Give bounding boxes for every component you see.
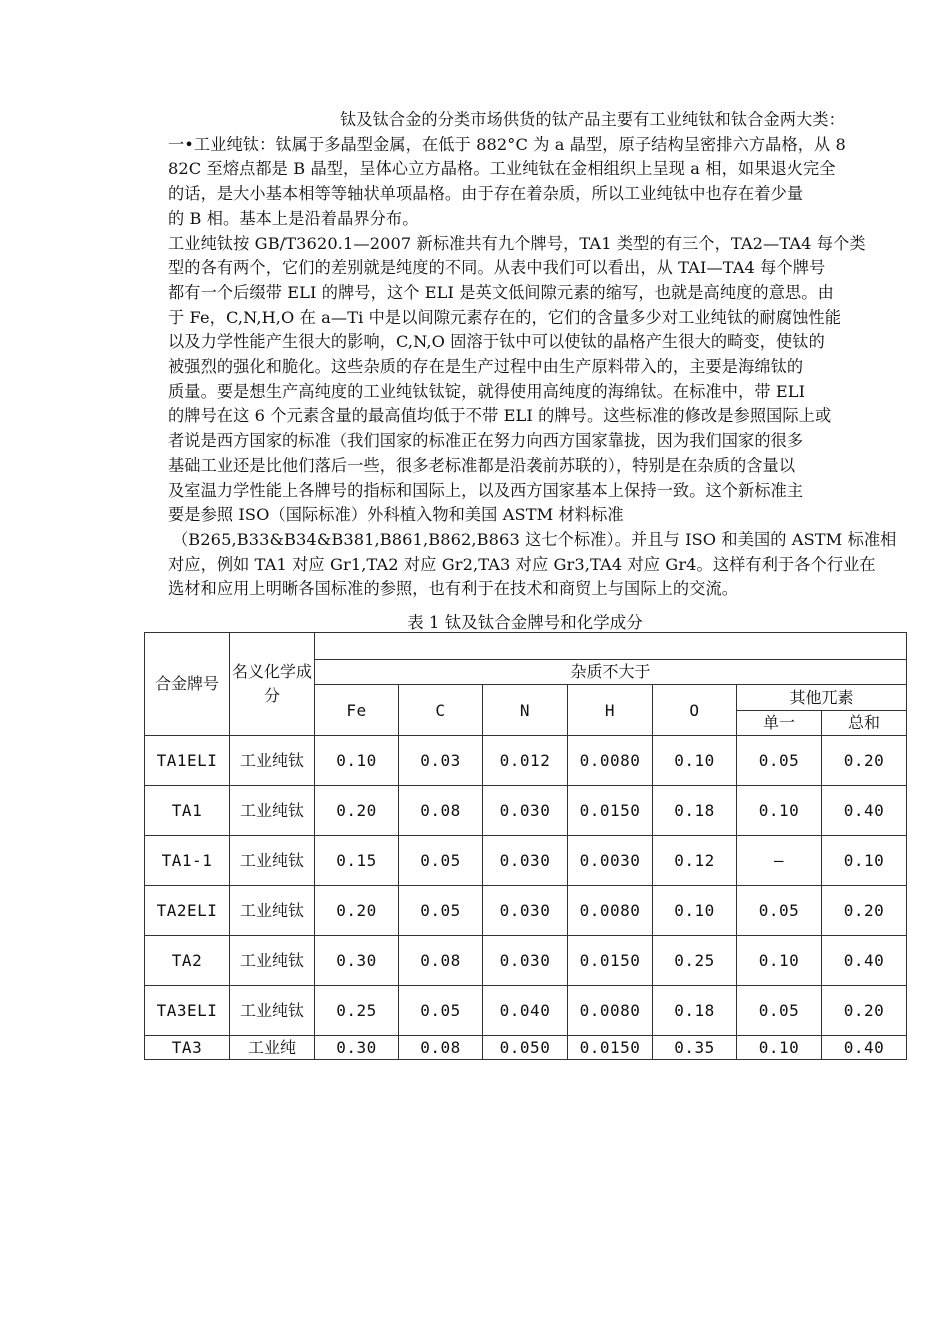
cell-grade: TA1-1 bbox=[145, 836, 230, 886]
text-line: 工业纯钛按 GB/T3620.1—2007 新标准共有九个牌号，TA1 类型的有三个，TA2—TA4 每个类 bbox=[168, 233, 866, 253]
cell-n: 0.040 bbox=[483, 986, 568, 1036]
header-fe: Fe bbox=[315, 685, 399, 736]
cell-o: 0.18 bbox=[653, 986, 737, 1036]
cell-h: 0.0030 bbox=[568, 836, 653, 886]
cell-single: 0.10 bbox=[737, 936, 822, 986]
cell-n: 0.030 bbox=[483, 886, 568, 936]
table-row bbox=[145, 786, 907, 836]
table-row bbox=[145, 736, 907, 786]
cell-single: 0.10 bbox=[737, 1036, 822, 1060]
cell-grade: TA1ELI bbox=[145, 736, 230, 786]
text-line: 的话，是大小基本相等等轴状单项晶格。由于存在着杂质，所以工业纯钛中也存在着少量 bbox=[168, 184, 804, 204]
cell-name: 工业纯钛 bbox=[230, 736, 315, 786]
cell-total: 0.20 bbox=[822, 986, 907, 1036]
text-line: 对应，例如 TA1 对应 Gr1,TA2 对应 Gr2,TA3 对应 Gr3,TA4 对应 Gr4。这样有利于各个行业在 bbox=[168, 554, 876, 574]
cell-o: 0.10 bbox=[653, 736, 737, 786]
header-single: 单一 bbox=[737, 711, 822, 736]
cell-h: 0.0150 bbox=[568, 786, 653, 836]
cell-single: 0.10 bbox=[737, 786, 822, 836]
header-n: N bbox=[483, 685, 568, 736]
cell-o: 0.18 bbox=[653, 786, 737, 836]
cell-n: 0.050 bbox=[483, 1036, 568, 1060]
cell-fe: 0.10 bbox=[315, 736, 399, 786]
cell-total: 0.20 bbox=[822, 736, 907, 786]
header-alloy-grade: 合金牌号 bbox=[145, 633, 230, 736]
header-nominal-composition: 名义化学成分 bbox=[230, 633, 315, 736]
cell-c: 0.05 bbox=[399, 986, 483, 1036]
cell-total: 0.40 bbox=[822, 1036, 907, 1060]
cell-fe: 0.30 bbox=[315, 936, 399, 986]
text-line: 的 B 相。基本上是沿着晶界分布。 bbox=[168, 208, 419, 228]
cell-c: 0.03 bbox=[399, 736, 483, 786]
cell-total: 0.10 bbox=[822, 836, 907, 886]
cell-name: 工业纯钛 bbox=[230, 886, 315, 936]
text-line: 及室温力学性能上各牌号的指标和国际上，以及西方国家基本上保持一致。这个新标准主 bbox=[168, 480, 804, 500]
text-line: 基础工业还是比他们落后一些，很多老标准都是沿袭前苏联的），特别是在杂质的含量以 bbox=[168, 455, 796, 475]
cell-o: 0.35 bbox=[653, 1036, 737, 1060]
cell-n: 0.012 bbox=[483, 736, 568, 786]
cell-grade: TA3 bbox=[145, 1036, 230, 1060]
cell-c: 0.05 bbox=[399, 836, 483, 886]
cell-name: 工业纯钛 bbox=[230, 836, 315, 886]
cell-h: 0.0080 bbox=[568, 986, 653, 1036]
cell-grade: TA2 bbox=[145, 936, 230, 986]
table-row bbox=[145, 1036, 907, 1060]
cell-o: 0.10 bbox=[653, 886, 737, 936]
text-line: （B265,B33&B34&B381,B861,B862,B863 这七个标准）。并且与 ISO 和美国的 ASTM 标准相 bbox=[172, 529, 897, 549]
cell-grade: TA1 bbox=[145, 786, 230, 836]
cell-n: 0.030 bbox=[483, 786, 568, 836]
header-other-elements: 其他兀素 bbox=[737, 685, 907, 711]
cell-h: 0.0080 bbox=[568, 886, 653, 936]
text-line: 型的各有两个，它们的差别就是纯度的不同。从表中我们可以看出，从 TAI—TA4 每个牌号 bbox=[168, 258, 826, 278]
cell-total: 0.40 bbox=[822, 936, 907, 986]
text-line: 82C 至熔点都是 B 晶型，呈体心立方晶格。工业纯钛在金相组织上呈现 a 相，如果退火完全 bbox=[168, 159, 836, 179]
cell-fe: 0.20 bbox=[315, 786, 399, 836]
text-line: 于 Fe，C,N,H,O 在 a—Ti 中是以间隙元素存在的，它们的含量多少对工业纯钛的耐腐蚀性能 bbox=[168, 307, 841, 327]
body-text bbox=[168, 108, 912, 602]
header-total: 总和 bbox=[822, 711, 907, 736]
cell-total: 0.20 bbox=[822, 886, 907, 936]
header-o: O bbox=[653, 685, 737, 736]
text-line: 要是参照 ISO（国际标准）外科植入物和美国 ASTM 材料标准 bbox=[168, 505, 624, 525]
cell-fe: 0.15 bbox=[315, 836, 399, 886]
text-line: 以及力学性能产生很大的影响，C,N,O 固溶于钛中可以使钛的晶格产生很大的畸变，使钛的 bbox=[168, 332, 825, 352]
cell-name: 工业纯钛 bbox=[230, 986, 315, 1036]
cell-c: 0.08 bbox=[399, 936, 483, 986]
cell-c: 0.05 bbox=[399, 886, 483, 936]
text-line: 的牌号在这 6 个元素含量的最高值均低于不带 ELI 的牌号。这些标准的修改是参照国际上或 bbox=[168, 406, 832, 426]
header-h: H bbox=[568, 685, 653, 736]
cell-fe: 0.20 bbox=[315, 886, 399, 936]
cell-name: 工业纯 bbox=[230, 1036, 315, 1060]
table-row bbox=[145, 836, 907, 886]
cell-single: 0.05 bbox=[737, 886, 822, 936]
composition-table bbox=[144, 632, 907, 1060]
cell-total: 0.40 bbox=[822, 786, 907, 836]
cell-h: 0.0150 bbox=[568, 1036, 653, 1060]
text-line: 质量。要是想生产高纯度的工业纯钛钛锭，就得使用高纯度的海绵钛。在标准中，带 ELI bbox=[168, 381, 806, 401]
text-line: 都有一个后缀带 ELI 的牌号，这个 ELI 是英文低间隙元素的缩写，也就是高纯度的意思。由 bbox=[168, 282, 834, 302]
table-row bbox=[145, 936, 907, 986]
text-line: 被强烈的强化和脆化。这些杂质的存在是生产过程中由生产原料带入的，主要是海绵钛的 bbox=[168, 357, 804, 377]
text-line: 钛及钛合金的分类市场供货的钛产品主要有工业纯钛和钛合金两大类： bbox=[340, 110, 845, 129]
table-caption: 表 1 钛及钛合金牌号和化学成分 bbox=[407, 613, 643, 632]
table-row bbox=[145, 886, 907, 936]
text-line: 选材和应用上明晰各国标准的参照，也有利于在技术和商贸上与国际上的交流。 bbox=[168, 579, 739, 599]
cell-h: 0.0080 bbox=[568, 736, 653, 786]
cell-c: 0.08 bbox=[399, 1036, 483, 1060]
cell-n: 0.030 bbox=[483, 836, 568, 886]
cell-grade: TA2ELI bbox=[145, 886, 230, 936]
header-blank-cell bbox=[315, 633, 907, 660]
cell-name: 工业纯钛 bbox=[230, 936, 315, 986]
cell-fe: 0.30 bbox=[315, 1036, 399, 1060]
cell-grade: TA3ELI bbox=[145, 986, 230, 1036]
cell-h: 0.0150 bbox=[568, 936, 653, 986]
cell-n: 0.030 bbox=[483, 936, 568, 986]
cell-fe: 0.25 bbox=[315, 986, 399, 1036]
header-c: C bbox=[399, 685, 483, 736]
cell-o: 0.25 bbox=[653, 936, 737, 986]
cell-single: 0.05 bbox=[737, 736, 822, 786]
cell-single: 0.05 bbox=[737, 986, 822, 1036]
header-impurity: 杂质不大于 bbox=[315, 660, 907, 685]
cell-name: 工业纯钛 bbox=[230, 786, 315, 836]
cell-single: — bbox=[737, 836, 822, 886]
table-row bbox=[145, 986, 907, 1036]
cell-o: 0.12 bbox=[653, 836, 737, 886]
text-line: 一•工业纯钛：钛属于多晶型金属，在低于 882°C 为 a 晶型，原子结构呈密排六方晶格，从 8 bbox=[168, 134, 846, 154]
text-line: 者说是西方国家的标准（我们国家的标准正在努力向西方国家靠拢，因为我们国家的很多 bbox=[168, 431, 804, 451]
cell-c: 0.08 bbox=[399, 786, 483, 836]
